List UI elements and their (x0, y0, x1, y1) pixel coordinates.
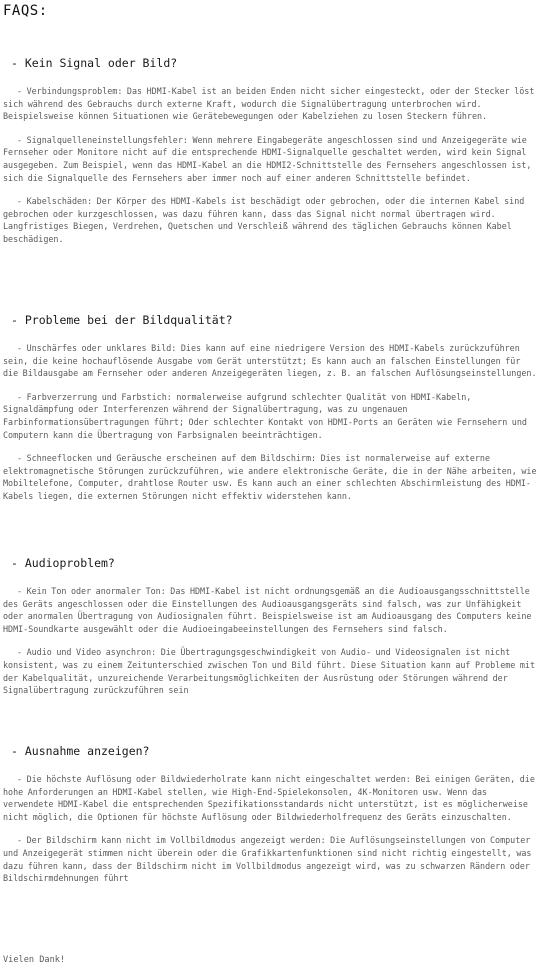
section-display (3, 744, 539, 885)
section-heading: - Probleme bei der Bildqualität? (11, 313, 233, 327)
paragraph: - Der Bildschirm kann nicht im Vollbildmodus angezeigt werden: Die Auflösungseinstellungen von Computer und Anzeigegerät stimmen nicht überein oder die Grafikkartenfunktionen sind nicht richtig eingestellt, was dazu führen kann, dass der Bildschirm nicht im Vollbildmodus angezeigt wird, was zu schwarzen Rändern oder Bildschirmdehnungen führt (3, 835, 532, 884)
paragraph: - Verbindungsproblem: Das HDMI-Kabel ist an beiden Enden nicht sicher eingesteckt, oder der Stecker löst sich während des Gebrauchs durch externe Kraft, wodurch die Signalübertragung unterbrochen wird. Beispielsweise können Situationen wie Gerätebewegungen oder Kabelziehen zu losen Steckern führen. (3, 86, 535, 122)
section-image-quality (3, 313, 539, 503)
section-heading: - Kein Signal oder Bild? (11, 56, 178, 70)
section-heading: - Ausnahme anzeigen? (11, 744, 150, 758)
paragraph: - Schneeflocken und Geräusche erscheinen auf dem Bildschirm: Dies ist normalerweise auf externe elektromagnetische Störungen zurückzuführen, wie andere elektronische Geräte, die in der Nähe arbeiten, wie Mobiltelefone, Computer, drahtlose Router usw. Es kann auch an einer schlechten Abschirmleistung des HDMI-Kabels liegen, die externen Störungen nicht effektiv widerstehen kann. (3, 453, 537, 501)
paragraph: - Unschärfes oder unklares Bild: Dies kann auf eine niedrigere Version des HDMI-Kabels zurückzuführen sein, die keine hochauflösende Ausgabe vom Gerät unterstützt; Es kann auch an falschen Einstellungen für die Bildausgabe am Fernseher oder anderen Anzeigegeräten liegen, z. B. an falschen Auflösungseinstellungen. (3, 343, 537, 379)
paragraph: - Kein Ton oder anormaler Ton: Das HDMI-Kabel ist nicht ordnungsgemäß an die Audioausgangsschnittstelle des Geräts angeschlossen oder die Einstellungen des Audioausgangsgeräts sind falsch, was zur Unfähigkeit oder anormalen Übertragung von Audiosignalen führt. Beispielsweise ist am Audioausgang des Computers keine HDMI-Soundkarte ausgewählt oder die Audioeingabeeinstellungen des Fernsehers sind falsch. (3, 586, 532, 634)
paragraph: - Die höchste Auflösung oder Bildwiederholrate kann nicht eingeschaltet werden: Bei einigen Geräten, die hohe Anforderungen an HDMI-Kabel stellen, wie High-End-Spielekonsolen, 4K-Monitoren usw. Wenn das verwendete HDMI-Kabel die entsprechenden Spezifikationsstandards nicht unterstützt, ist es möglicherweise nicht möglich, die Optionen für höchste Auflösung oder Bildwiederholfrequenz des Geräts einzuschalten. (3, 774, 535, 822)
section-heading: - Audioproblem? (11, 556, 115, 570)
section-audio (3, 556, 539, 697)
paragraph: - Kabelschäden: Der Körper des HDMI-Kabels ist beschädigt oder gebrochen, oder die internen Kabel sind gebrochen oder kurzgeschlossen, was dazu führen kann, dass das Signal nicht normal übertragen wird. Langfristiges Biegen, Verdrehen, Quetschen und Verschleiß während des täglichen Gebrauchs können Kabel beschädigen. (3, 196, 525, 244)
paragraph: - Signalquelleneinstellungsfehler: Wenn mehrere Eingabegeräte angeschlossen sind und Anzeigegeräte wie Fernseher oder Monitore nicht auf die entsprechende HDMI-Signalquelle geschaltet werden, wird kein Signal ausgegeben. Zum Beispiel, wenn das HDMI-Kabel an die HDMI2-Schnittstelle des Fernsehers angeschlossen ist, sich die Signalquelle des Fernsehers aber immer noch auf einer anderen Schnittstelle befindet. (3, 134, 532, 183)
footer-thanks: Vielen Dank! (3, 955, 66, 965)
paragraph: - Farbverzerrung und Farbstich: normalerweise aufgrund schlechter Qualität von HDMI-Kabeln, Signaldämpfung oder Interferenzen während der Signalübertragung, was zu ungenauen Farbinformationsübertragungen führt; Oder schlechter Kontakt von HDMI-Ports an Geräten wie Fernsehern und Computern kann die Übertragung von Farbsignalen beeinträchtigen. (3, 391, 527, 440)
page-title: FAQS: (3, 3, 48, 19)
paragraph: - Audio und Video asynchron: Die Übertragungsgeschwindigkeit von Audio- und Videosignalen ist nicht konsistent, was zu einem Zeitunterschied zwischen Ton und Bild führt. Diese Situation kann auf Probleme mit der Kabelqualität, unzureichende Verarbeitungsmöglichkeiten der Ausrüstung oder Störungen während der Signalübertragung zurückzuführen sein (3, 647, 536, 696)
section-no-signal (3, 56, 539, 246)
